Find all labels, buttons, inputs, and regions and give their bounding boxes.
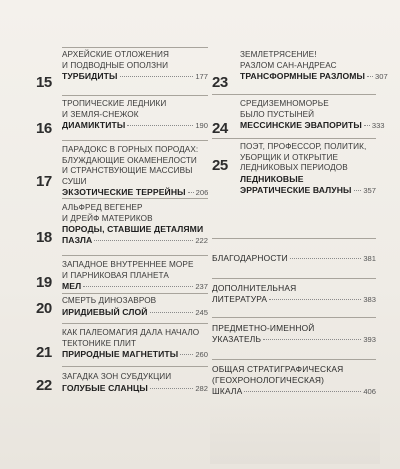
chapter-number: 20: [36, 300, 52, 317]
leader-dots: [364, 125, 370, 126]
leader-dots: [188, 192, 194, 193]
entry-separator: [62, 255, 208, 257]
page-number: 406: [363, 387, 376, 396]
chapter-title: ЛЕДНИКОВЫЕ: [240, 173, 304, 184]
leader-dots: [150, 312, 194, 313]
chapter-number: 17: [36, 173, 52, 190]
chapter-title: ЭКЗОТИЧЕСКИЕ ТЕРРЕЙНЫ: [62, 187, 186, 197]
toc-index[interactable]: [212, 323, 376, 345]
leader-dots: [354, 190, 362, 191]
chapter-subtitle: ЗАПАДНОЕ ВНУТРЕННЕЕ МОРЕ: [62, 260, 194, 269]
chapter-number: 16: [36, 120, 52, 137]
leader-dots: [244, 391, 361, 392]
page-number: 245: [195, 307, 208, 317]
chapter-subtitle: И ЗЕМЛЯ-СНЕЖОК: [62, 109, 139, 119]
chapter-number: 15: [36, 74, 52, 91]
chapter-subtitle: КАК ПАЛЕОМАГИЯ ДАЛА НАЧАЛО: [62, 328, 200, 337]
chapter-title: МЕЛ: [62, 281, 82, 291]
chapter-subtitle: АЛЬФРЕД ВЕГЕНЕР: [62, 203, 143, 212]
chapter-number: 23: [212, 74, 228, 91]
chapter-subtitle: И ПОДВОДНЫЕ ОПОЛЗНИ: [62, 60, 169, 70]
leader-dots: [269, 299, 361, 300]
leader-dots: [180, 354, 193, 355]
leader-dots: [94, 240, 193, 241]
chapter-number: 21: [36, 344, 52, 361]
chapter-title: ПОРОДЫ, СТАВШИЕ ДЕТАЛЯМИ: [62, 224, 204, 234]
entry-separator: [212, 278, 376, 280]
entry-separator: [62, 293, 208, 295]
leader-dots: [83, 286, 193, 287]
back-matter-title: ОБЩАЯ СТРАТИГРАФИЧЕСКАЯ: [212, 364, 344, 374]
chapter-subtitle: ПАРАДОКС В ГОРНЫХ ПОРОДАХ:: [62, 145, 199, 154]
chapter-subtitle: И ПАРНИКОВАЯ ПЛАНЕТА: [62, 270, 169, 280]
leader-dots: [150, 388, 193, 389]
entry-separator: [62, 198, 208, 200]
back-matter-title: (ГЕОХРОНОЛОГИЧЕСКАЯ): [212, 375, 325, 385]
chapter-subtitle: СМЕРТЬ ДИНОЗАВРОВ: [62, 296, 157, 305]
chapter-subtitle: ЛЕДНИКОВЫХ ПЕРИОДОВ: [240, 163, 348, 172]
entry-separator: [212, 238, 376, 240]
chapter-number: 24: [212, 120, 228, 137]
chapter-title: ТРАНСФОРМНЫЕ РАЗЛОМЫ: [240, 71, 366, 81]
chapter-subtitle: ЗАГАДКА ЗОН СУБДУКЦИИ: [62, 372, 172, 381]
page-number: 357: [363, 185, 376, 195]
page-number: 237: [195, 282, 208, 291]
chapter-subtitle: БЫЛО ПУСТЫНЕЙ: [240, 109, 315, 119]
leader-dots: [290, 258, 361, 259]
chapter-subtitle: И СТРАНСТВУЮЩИЕ МАССИВЫ СУШИ: [62, 166, 193, 186]
toc-acknowledgements[interactable]: [212, 253, 376, 264]
chapter-subtitle: СРЕДИЗЕМНОМОРЬЕ: [240, 99, 329, 108]
chapter-number: 18: [36, 229, 52, 246]
entry-separator: [212, 94, 376, 96]
page-number: 333: [371, 121, 385, 130]
chapter-number: 19: [36, 274, 52, 291]
entry-separator: [212, 359, 376, 361]
entry-separator: [62, 95, 208, 97]
chapter-subtitle: ЗЕМЛЕТРЯСЕНИЕ!: [240, 50, 317, 59]
page-number: 206: [195, 188, 209, 197]
page-number: 393: [363, 335, 376, 344]
back-matter-title: ШКАЛА: [212, 386, 243, 396]
page-number: 307: [375, 72, 388, 81]
leader-dots: [127, 125, 193, 126]
chapter-subtitle: РАЗЛОМ САН-АНДРЕАС: [240, 60, 337, 70]
entry-separator: [62, 47, 208, 49]
leader-dots: [120, 76, 194, 77]
chapter-subtitle: БЛУЖДАЮЩИЕ ОКАМЕНЕЛОСТИ: [62, 155, 197, 165]
entry-separator: [212, 317, 376, 319]
toc-further-reading[interactable]: [212, 283, 376, 305]
chapter-title: ЭРРАТИЧЕСКИЕ ВАЛУНЫ: [240, 184, 352, 195]
chapter-title: ТУРБИДИТЫ: [62, 71, 118, 81]
chapter-number: 25: [212, 157, 228, 174]
chapter-title: ИРИДИЕВЫЙ СЛОЙ: [62, 306, 148, 317]
page-number: 282: [195, 383, 208, 393]
chapter-subtitle: ТРОПИЧЕСКИЕ ЛЕДНИКИ: [62, 99, 167, 108]
back-matter-title: ДОПОЛНИТЕЛЬНАЯ: [212, 283, 297, 293]
page-number: 260: [195, 350, 208, 359]
chapter-number: 22: [36, 377, 52, 394]
leader-dots: [367, 76, 373, 77]
back-matter-title: УКАЗАТЕЛЬ: [212, 334, 262, 344]
chapter-title: ПАЗЛА: [62, 235, 93, 245]
toc-stratigraphic-scale[interactable]: [212, 364, 376, 397]
entry-separator: [212, 138, 376, 140]
back-matter-title: ПРЕДМЕТНО-ИМЕННОЙ: [212, 323, 315, 333]
chapter-subtitle: УБОРЩИК И ОТКРЫТИЕ: [240, 152, 339, 162]
page-number: 381: [363, 254, 376, 263]
chapter-subtitle: И ДРЕЙФ МАТЕРИКОВ: [62, 213, 153, 223]
page-bleed-shadow: [210, 404, 380, 464]
chapter-title: ПРИРОДНЫЕ МАГНЕТИТЫ: [62, 349, 179, 359]
chapter-title: ДИАМИКТИТЫ: [62, 120, 126, 130]
page-number: 177: [195, 72, 208, 81]
chapter-subtitle: ПОЭТ, ПРОФЕССОР, ПОЛИТИК,: [240, 142, 367, 151]
entry-separator: [62, 140, 208, 142]
leader-dots: [263, 339, 361, 340]
page-number: 190: [195, 121, 208, 130]
chapter-title: МЕССИНСКИЕ ЭВАПОРИТЫ: [240, 120, 362, 130]
page-number: 222: [195, 236, 208, 245]
page-number: 383: [363, 295, 376, 304]
chapter-subtitle: АРХЕЙСКИЕ ОТЛОЖЕНИЯ: [62, 50, 170, 59]
entry-separator: [62, 366, 208, 368]
back-matter-title: ЛИТЕРАТУРА: [212, 294, 268, 304]
back-matter-title: БЛАГОДАРНОСТИ: [212, 253, 288, 263]
chapter-subtitle: ТЕКТОНИКЕ ПЛИТ: [62, 338, 137, 348]
entry-separator: [62, 323, 208, 325]
chapter-title: ГОЛУБЫЕ СЛАНЦЫ: [62, 382, 148, 393]
